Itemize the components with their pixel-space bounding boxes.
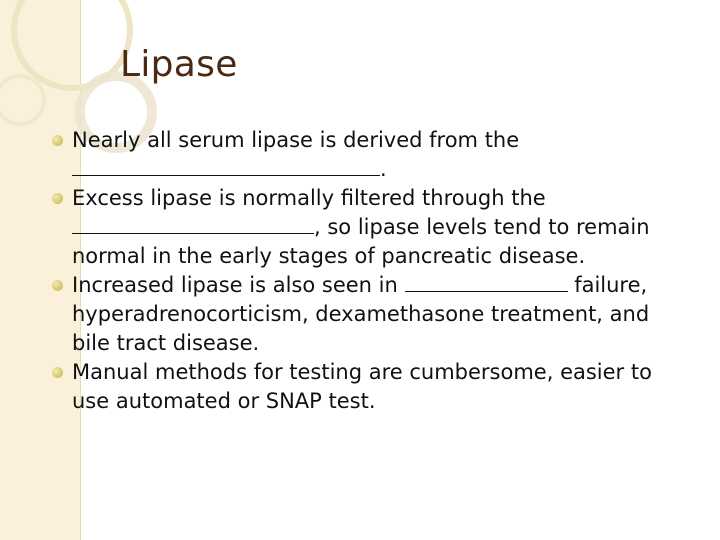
bullet-text: Increased lipase is also seen in [72,273,398,297]
fill-in-blank [405,273,568,292]
bullet-list [52,126,692,416]
bullet-dot-icon [52,193,63,204]
bullet-dot-icon [52,135,63,146]
slide-title: Lipase [120,44,238,85]
bullet-text-end: , so lipase levels tend to remain normal in the early stages of pancreatic disease. [72,215,650,268]
bullet-item [52,184,692,271]
fill-in-blank [72,157,380,176]
bullet-dot-icon [52,280,63,291]
bullet-text-end: . [380,157,387,181]
fill-in-blank [72,215,314,234]
bullet-item [52,126,692,184]
bullet-item [52,358,692,416]
bullet-text-end: failure, hyperadrenocorticism, dexamethasone treatment, and bile tract disease. [72,273,650,355]
bullet-text: Nearly all serum lipase is derived from the [72,128,520,152]
bullet-text: Manual methods for testing are cumbersome, easier to use automated or SNAP test. [72,360,652,413]
bullet-text: Excess lipase is normally filtered through the [72,186,546,210]
bullet-dot-icon [52,367,63,378]
bullet-item [52,271,692,358]
